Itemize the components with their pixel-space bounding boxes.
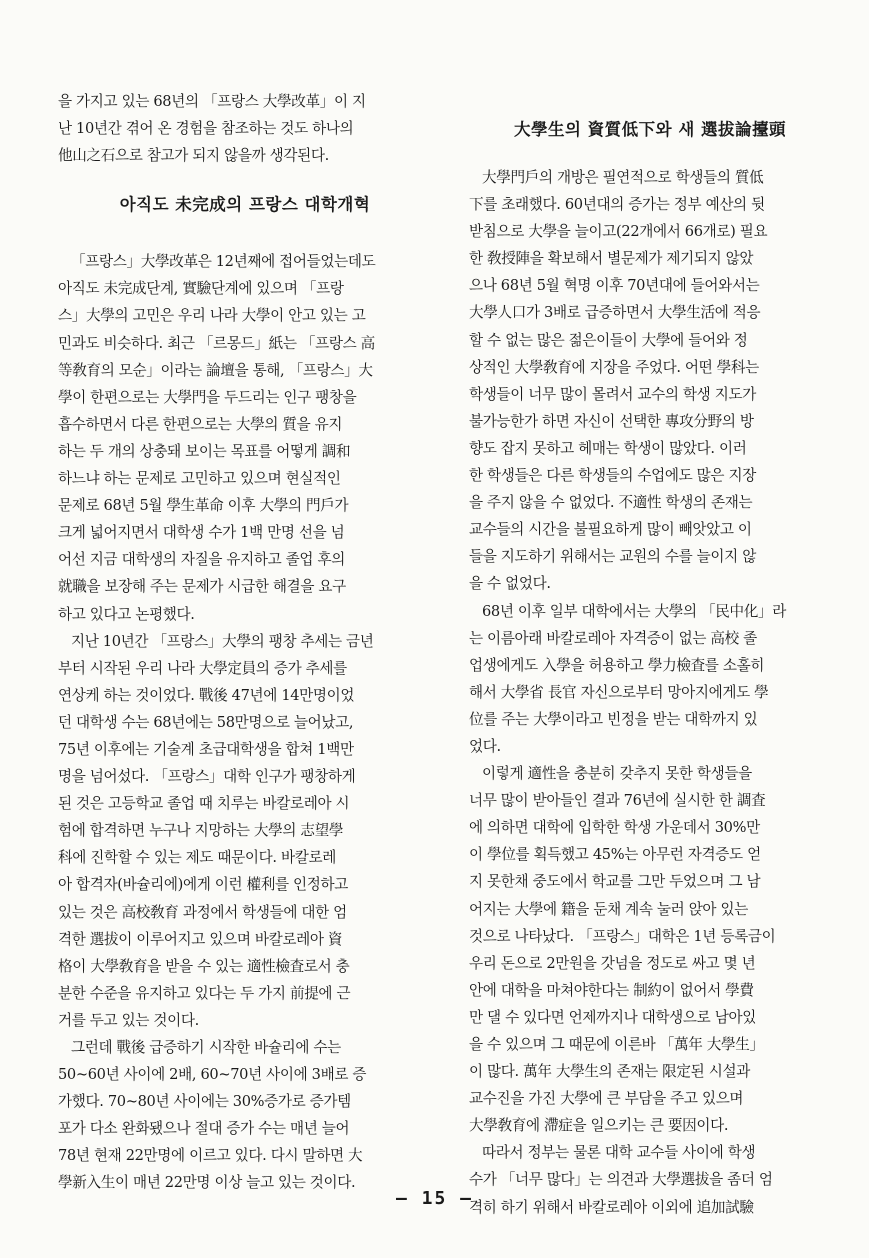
text-line: 상적인 大學敎育에 지장을 주었다. 어떤 學科는 xyxy=(469,358,759,376)
text-line: 한 敎授陣을 확보해서 별문제가 제기되지 않았 xyxy=(469,250,754,268)
text-line: 된 것은 고등학교 졸업 때 치루는 바칼로레아 시 xyxy=(58,795,350,813)
text-line: 포가 다소 완화됐으나 절대 증가 수는 매년 늘어 xyxy=(58,1120,350,1138)
text-line: 「프랑스」大學改革은 12년째에 접어들었는데도 xyxy=(71,253,376,271)
text-line: 位를 주는 大學이라고 빈정을 받는 대학까지 있 xyxy=(469,710,758,728)
text-line: 하느냐 하는 문제로 고민하고 있으며 현실적인 xyxy=(58,470,341,488)
text-line: 연상케 하는 것이었다. 戰後 47년에 14만명이었 xyxy=(58,686,355,704)
paragraph xyxy=(469,598,831,761)
text-line: 한 학생들은 다른 학생들의 수업에도 많은 지장 xyxy=(469,467,756,485)
text-line: 이렇게 適性을 충분히 갖추지 못한 학생들을 xyxy=(482,765,752,783)
text-line: 科에 진학할 수 있는 제도 때문이다. 바칼로레 xyxy=(58,849,336,867)
text-line: 수가 「너무 많다」는 의견과 大學選拔을 좀더 엄 xyxy=(469,1171,773,1189)
text-line: 너무 많이 받아들인 결과 76년에 실시한 한 調査 xyxy=(469,792,766,810)
text-line: 학생들이 너무 많이 몰려서 교수의 학생 지도가 xyxy=(469,385,756,403)
text-line: 68년 이후 일부 대학에서는 大學의 「民中化」라 xyxy=(482,602,786,620)
text-line: 만 댈 수 있다면 언제까지나 대학생으로 남아있 xyxy=(469,1008,756,1026)
text-line: 해서 大學省 長官 자신으로부터 망아지에게도 學 xyxy=(469,683,769,701)
text-line: 에 의하면 대학에 입학한 학생 가운데서 30%만 xyxy=(469,819,760,837)
paragraph xyxy=(58,1034,432,1197)
text-line: 따라서 정부는 물론 대학 교수들 사이에 학생 xyxy=(482,1144,756,1162)
text-line: 격히 하기 위해서 바칼로레아 이외에 追加試驗 xyxy=(469,1198,754,1216)
text-line: 문제로 68년 5월 學生革命 이후 大學의 門戶가 xyxy=(58,497,349,515)
text-line: 75년 이후에는 기술계 초급대학생을 합쳐 1백만 xyxy=(58,740,354,758)
paragraph xyxy=(469,164,831,598)
text-line: 大學門戶의 개방은 필연적으로 학생들의 質低 xyxy=(482,169,764,186)
text-line: 었다. xyxy=(469,737,501,755)
text-line: 있는 것은 高校敎育 과정에서 학생들에 대한 엄 xyxy=(58,903,347,921)
text-line: 업생에게도 入學을 허용하고 學力檢査를 소홀히 xyxy=(469,656,765,674)
text-line: 것으로 나타났다. 「프랑스」대학은 1년 등록금이 xyxy=(469,927,776,945)
text-line: 이 많다. 萬年 大學生의 존재는 限定된 시설과 xyxy=(469,1063,750,1081)
text-line: 가했다. 70~80년 사이에는 30%증가로 증가템 xyxy=(58,1093,351,1111)
text-line: 을 주지 않을 수 없었다. 不適性 학생의 존재는 xyxy=(469,494,753,512)
text-line: 이 學位를 획득했고 45%는 아무런 자격증도 얻 xyxy=(469,846,761,864)
text-line: 던 대학생 수는 68년에는 58만명으로 늘어났고, xyxy=(58,713,354,731)
text-line: 험에 합격하면 누구나 지망하는 大學의 志望學 xyxy=(58,822,344,840)
text-line: 거를 두고 있는 것이다. xyxy=(58,1011,199,1029)
text-line: 아직도 未完成단계, 實驗단계에 있으며 「프랑 xyxy=(58,280,344,298)
text-line: 민과도 비슷하다. 최근 「르몽드」紙는 「프랑스 高 xyxy=(58,334,375,352)
text-line: 50~60년 사이에 2배, 60~70년 사이에 3배로 증 xyxy=(58,1066,367,1084)
text-line: 할 수 없는 많은 젊은이들이 大學에 들어와 정 xyxy=(469,331,748,349)
text-line: 下를 초래했다. 60년대의 증가는 정부 예산의 뒷 xyxy=(469,196,765,214)
text-line: 大學人口가 3배로 급증하면서 大學生活에 적응 xyxy=(469,304,761,322)
text-line: 격한 選拔이 이루어지고 있으며 바칼로레아 資 xyxy=(58,930,343,948)
text-line: 지 못한채 중도에서 학교를 그만 두었으며 그 남 xyxy=(469,873,761,891)
text-line: 교수진을 가진 大學에 큰 부담을 주고 있으며 xyxy=(469,1090,744,1108)
text-line: 으나 68년 5월 혁명 이후 70년대에 들어와서는 xyxy=(469,277,760,295)
paragraph xyxy=(58,628,432,1034)
text-line: 어지는 大學에 籍을 둔채 계속 눌러 앉아 있는 xyxy=(469,900,748,918)
text-line: 우리 돈으로 2만원을 갓넘을 정도로 싸고 몇 년 xyxy=(469,954,756,972)
section-title-right: 大學生의 資質低下와 새 選拔論擡頭 xyxy=(513,120,787,139)
text-line: 는 이름아래 바칼로레아 자격증이 없는 高校 졸 xyxy=(469,629,757,647)
text-line: 하는 두 개의 상충돼 보이는 목표를 어떻게 調和 xyxy=(58,442,351,460)
text-line: 格이 大學敎育을 받을 수 있는 適性檢査로서 충 xyxy=(58,957,350,975)
right-column xyxy=(469,88,831,1221)
intro-text xyxy=(58,88,432,169)
text-line: 불가능한가 하면 자신이 선택한 專攻分野의 방 xyxy=(469,412,754,430)
text-line: 어선 지금 대학생의 자질을 유지하고 졸업 후의 xyxy=(58,551,345,569)
section-title-left: 아직도 未完成의 프랑스 대학개혁 xyxy=(119,195,371,215)
text-line: 他山之石으로 참고가 되지 않을까 생각된다. xyxy=(58,147,329,165)
text-line: 하고 있다고 논평했다. xyxy=(58,605,195,623)
text-line: 學이 한편으로는 大學門을 두드리는 인구 팽창을 xyxy=(58,388,357,406)
text-line: 아 합격자(바슐리에)에게 이런 權利를 인정하고 xyxy=(58,876,349,894)
text-line: 等敎育의 모순」이라는 論壇을 통해, 「프랑스」大 xyxy=(58,361,373,379)
text-line: 을 수 없었다. xyxy=(469,575,551,593)
text-line: 흡수하면서 다른 한편으로는 大學의 質을 유지 xyxy=(58,415,343,433)
paragraph xyxy=(469,760,831,1139)
text-line: 난 10년간 겪어 온 경험을 참조하는 것도 하나의 xyxy=(58,120,354,138)
page-number: — 15 — xyxy=(395,1188,474,1209)
text-line: 스」大學의 고민은 우리 나라 大學이 안고 있는 고 xyxy=(58,307,366,325)
text-line: 그런데 戰後 급증하기 시작한 바슐리에 수는 xyxy=(71,1039,341,1056)
text-line: 들을 지도하기 위해서는 교원의 수를 늘이지 않 xyxy=(469,548,756,566)
text-line: 學新入生이 매년 22만명 이상 늘고 있는 것이다. xyxy=(58,1174,356,1192)
text-line: 분한 수준을 유지하고 있다는 두 가지 前提에 근 xyxy=(58,984,351,1002)
text-line: 향도 잡지 못하고 헤매는 학생이 많았다. 이러 xyxy=(469,439,747,457)
text-line: 을 가지고 있는 68년의 「프랑스 大學改革」이 지 xyxy=(58,93,366,110)
text-line: 지난 10년간 「프랑스」大學의 팽창 추세는 금년 xyxy=(71,632,374,650)
text-line: 78년 현재 22만명에 이르고 있다. 다시 말하면 大 xyxy=(58,1147,363,1165)
text-line: 안에 대학을 마쳐야한다는 制約이 없어서 學費 xyxy=(469,981,754,999)
text-line: 就職을 보장해 주는 문제가 시급한 해결을 요구 xyxy=(58,578,346,596)
text-line: 을 수 있으며 그 때문에 이른바 「萬年 大學生」 xyxy=(469,1036,764,1053)
text-line: 大學敎育에 滯症을 일으키는 큰 要因이다. xyxy=(469,1117,729,1135)
text-line: 명을 넘어섰다. 「프랑스」대학 인구가 팽창하게 xyxy=(58,768,356,786)
text-line: 크게 넓어지면서 대학생 수가 1백 만명 선을 넘 xyxy=(58,524,345,542)
text-line: 받침으로 大學을 늘이고(22개에서 66개로) 필요 xyxy=(469,223,768,241)
text-line: 부터 시작된 우리 나라 大學定員의 증가 추세를 xyxy=(58,659,347,677)
text-line: 교수들의 시간을 불필요하게 많이 빼앗았고 이 xyxy=(469,521,752,539)
left-column xyxy=(58,88,432,1197)
paragraph xyxy=(58,248,432,627)
